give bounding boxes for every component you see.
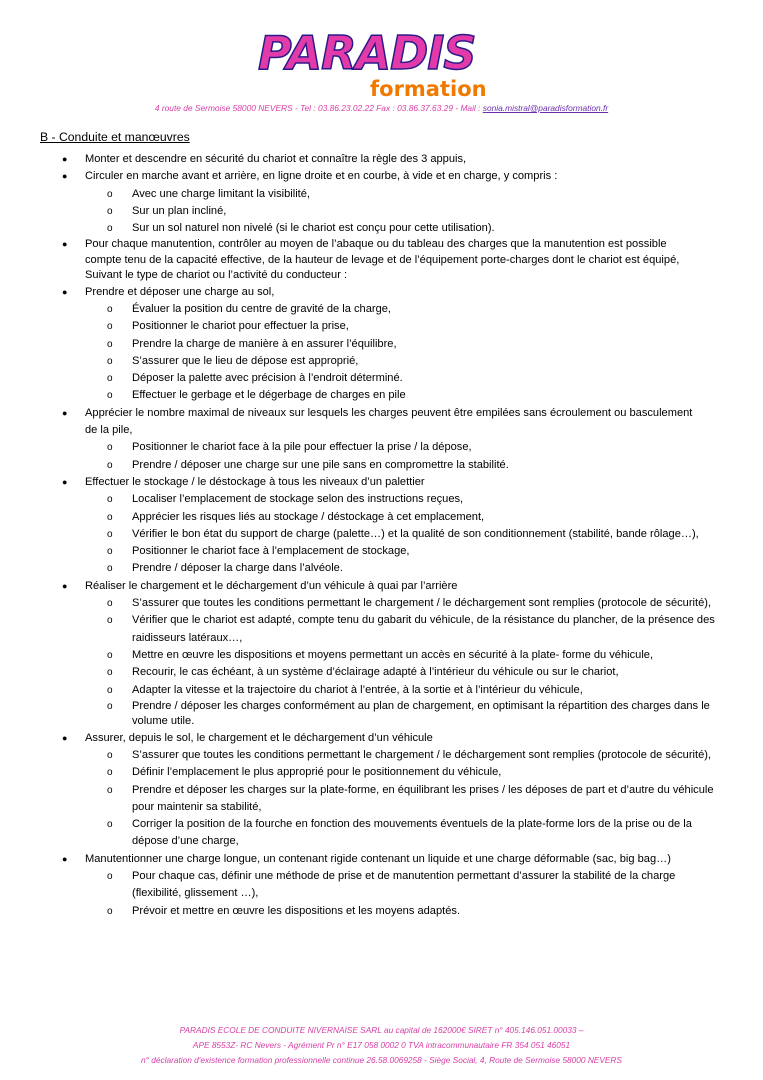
bullet-marker: ● bbox=[62, 580, 68, 591]
sub-bullet-item bbox=[0, 595, 763, 612]
item-text: Réaliser le chargement et le déchargement d’un véhicule à quai par l’arrière bbox=[85, 579, 458, 592]
sub-bullet-marker: o bbox=[107, 390, 113, 402]
section-content bbox=[0, 151, 763, 920]
sub-bullet-item bbox=[0, 764, 763, 781]
sub-bullet-item bbox=[0, 336, 763, 353]
bullet-item bbox=[0, 578, 763, 595]
sub-bullet-marker: o bbox=[107, 355, 113, 367]
bullet-item bbox=[0, 405, 763, 440]
item-text: Localiser l’emplacement de stockage selon des instructions reçues, bbox=[132, 493, 464, 506]
sub-bullet-item bbox=[0, 699, 763, 730]
sub-bullet-marker: o bbox=[107, 528, 113, 540]
item-text: Prendre / déposer les charges conformément au plan de chargement, en optimisant la répartition des charges dans le volume utile. bbox=[132, 699, 710, 728]
item-text: Avec une charge limitant la visibilité, bbox=[132, 187, 310, 200]
item-text: Manutentionner une charge longue, un contenant rigide contenant un liquide et une charge déformable (sac, big bag…) bbox=[85, 852, 671, 865]
bullet-marker: ● bbox=[62, 286, 68, 297]
sub-bullet-item bbox=[0, 664, 763, 681]
item-text: Pour chaque cas, définir une méthode de prise et de manutention permettant d’assurer la stabilité de la charge (flexibilité, glissement …), bbox=[132, 870, 676, 900]
item-text: Apprécier le nombre maximal de niveaux sur lesquels les charges peuvent être empilées sans écroulement ou basculement de la pile, bbox=[85, 406, 693, 437]
item-text: Prendre / déposer la charge dans l’alvéole. bbox=[132, 562, 343, 575]
sub-bullet-marker: o bbox=[107, 188, 113, 200]
sub-bullet-marker: o bbox=[107, 494, 113, 506]
item-text: Prendre la charge de manière à en assurer l’équilibre, bbox=[132, 337, 397, 350]
sub-bullet-item bbox=[0, 301, 763, 318]
sub-bullet-item bbox=[0, 526, 763, 543]
company-logo bbox=[258, 28, 508, 102]
sub-bullet-marker: o bbox=[107, 338, 113, 350]
item-text: Adapter la vitesse et la trajectoire du chariot à l’entrée, à la sortie et à l’intérieur du véhicule, bbox=[132, 683, 583, 696]
bullet-marker: ● bbox=[62, 154, 68, 164]
footer-line: APE 8553Z- RC Nevers - Agrément Pr n° E17 058 0002 0 TVA intracommunautaire FR 354 051 46051 bbox=[192, 1040, 571, 1051]
item-text: Positionner le chariot face à l’emplacement de stockage, bbox=[132, 545, 410, 558]
bullet-item bbox=[0, 851, 763, 868]
item-text: Circuler en marche avant et arrière, en ligne droite et en courbe, à vide et en charge, y compris : bbox=[85, 170, 558, 183]
sub-bullet-marker: o bbox=[107, 598, 113, 610]
sub-bullet-marker: o bbox=[107, 546, 113, 558]
sub-bullet-item bbox=[0, 457, 763, 474]
sub-bullet-marker: o bbox=[107, 871, 113, 883]
item-text: Apprécier les risques liés au stockage / déstockage à cet emplacement, bbox=[132, 510, 485, 523]
bullet-marker: ● bbox=[62, 476, 68, 487]
item-text: Sur un plan incliné, bbox=[132, 204, 227, 217]
bullet-item bbox=[0, 474, 763, 491]
sub-bullet-marker: o bbox=[107, 304, 113, 315]
logo-subtext: formation bbox=[370, 77, 487, 101]
item-text: S’assurer que toutes les conditions permettant le chargement / le déchargement sont remplies (protocole de sécurité), bbox=[132, 748, 712, 761]
bullet-item bbox=[0, 237, 763, 283]
item-text: Recourir, le cas échéant, à un système d’éclairage adapté à l’intérieur du véhicule ou sur le chariot, bbox=[132, 666, 619, 679]
sub-bullet-marker: o bbox=[107, 615, 113, 627]
section-title: B - Conduite et manœuvres bbox=[40, 130, 190, 144]
sub-bullet-item bbox=[0, 903, 763, 920]
item-text: Prendre et déposer une charge au sol, bbox=[85, 285, 275, 298]
page-footer bbox=[0, 1023, 763, 1069]
item-text: Prendre et déposer les charges sur la plate-forme, en équilibrant les prises / les déposes de part et d’autre du véhicule pour maintenir sa stabilité, bbox=[132, 783, 714, 813]
bullet-item bbox=[0, 284, 763, 301]
sub-bullet-marker: o bbox=[107, 563, 113, 575]
sub-bullet-item bbox=[0, 353, 763, 370]
item-text: Positionner le chariot pour effectuer la prise, bbox=[132, 320, 349, 333]
sub-bullet-marker: o bbox=[107, 784, 113, 796]
sub-bullet-marker: o bbox=[107, 373, 113, 385]
email-link[interactable]: sonia.mistral@paradisformation.fr bbox=[482, 103, 609, 113]
item-text: Assurer, depuis le sol, le chargement et le déchargement d’un véhicule bbox=[85, 731, 433, 744]
sub-bullet-item bbox=[0, 509, 763, 526]
sub-bullet-marker: o bbox=[107, 223, 113, 235]
item-text: Vérifier que le chariot est adapté, compte tenu du gabarit du véhicule, de la résistance du plancher, de la présence des raidisseurs latéraux…, bbox=[132, 614, 715, 644]
contact-line bbox=[0, 103, 763, 113]
sub-bullet-item bbox=[0, 318, 763, 335]
sub-bullet-marker: o bbox=[107, 649, 113, 661]
sub-bullet-marker: o bbox=[107, 667, 113, 679]
sub-bullet-item bbox=[0, 816, 763, 851]
item-text: Définir l’emplacement le plus approprié pour le positionnement du véhicule, bbox=[132, 766, 502, 779]
sub-bullet-marker: o bbox=[107, 767, 113, 779]
bullet-marker: ● bbox=[62, 171, 68, 182]
sub-bullet-item bbox=[0, 387, 763, 404]
sub-bullet-marker: o bbox=[107, 511, 113, 523]
item-text: Prévoir et mettre en œuvre les dispositions et les moyens adaptés. bbox=[132, 904, 461, 917]
sub-bullet-marker: o bbox=[107, 205, 113, 217]
sub-bullet-marker: o bbox=[107, 684, 113, 696]
item-text: Effectuer le stockage / le déstockage à tous les niveaux d’un palettier bbox=[85, 475, 425, 488]
sub-bullet-marker: o bbox=[107, 819, 113, 831]
item-text: Pour chaque manutention, contrôler au moyen de l’abaque ou du tableau des charges que la manutention est possible compte tenu de la capacité effective, de la hauteur de levage et de l’équipement porte-charges dont le chariot est équipé, Suivant le type de chariot ou l’activité du conducteur : bbox=[85, 238, 680, 282]
logo-text: PARADIS bbox=[258, 26, 476, 80]
item-text: Évaluer la position du centre de gravité de la charge, bbox=[132, 303, 392, 315]
sub-bullet-item bbox=[0, 543, 763, 560]
item-text: Déposer la palette avec précision à l’endroit déterminé. bbox=[132, 372, 403, 385]
sub-bullet-item bbox=[0, 612, 763, 647]
item-text: Sur un sol naturel non nivelé (si le chariot est conçu pour cette utilisation). bbox=[132, 222, 495, 235]
item-text: S’assurer que toutes les conditions permettant le chargement / le déchargement sont remplies (protocole de sécurité), bbox=[132, 597, 712, 610]
sub-bullet-item bbox=[0, 439, 763, 456]
sub-bullet-item bbox=[0, 560, 763, 577]
bullet-marker: ● bbox=[62, 853, 68, 864]
item-text: Corriger la position de la fourche en fonction des mouvements éventuels de la plate-forme lors de la prise ou de la dépose d’une charge, bbox=[132, 818, 692, 848]
sub-bullet-item bbox=[0, 186, 763, 203]
sub-bullet-item bbox=[0, 747, 763, 764]
item-text: Monter et descendre en sécurité du chariot et connaître la règle des 3 appuis, bbox=[85, 153, 467, 165]
sub-bullet-marker: o bbox=[107, 442, 113, 454]
sub-bullet-item bbox=[0, 220, 763, 237]
sub-bullet-marker: o bbox=[107, 905, 113, 917]
bullet-marker: ● bbox=[62, 407, 68, 418]
item-text: Mettre en œuvre les dispositions et moyens permettant un accès en sécurité à la plate- forme du véhicule, bbox=[132, 648, 654, 661]
sub-bullet-item bbox=[0, 370, 763, 387]
sub-bullet-marker: o bbox=[107, 749, 113, 761]
contact-details: 4 route de Sermoise 58000 NEVERS - Tel : 03.86.23.02.22 Fax : 03.86.37.63.29 - Mail : bbox=[154, 103, 483, 113]
sub-bullet-item bbox=[0, 203, 763, 220]
sub-bullet-marker: o bbox=[107, 459, 113, 471]
sub-bullet-marker: o bbox=[107, 321, 113, 333]
bullet-marker: ● bbox=[62, 239, 68, 250]
bullet-item bbox=[0, 168, 763, 185]
item-text: S’assurer que le lieu de dépose est approprié, bbox=[132, 354, 359, 367]
item-text: Positionner le chariot face à la pile pour effectuer la prise / la dépose, bbox=[132, 441, 472, 454]
sub-bullet-item bbox=[0, 491, 763, 508]
bullet-item bbox=[0, 151, 763, 168]
footer-line: PARADIS ECOLE DE CONDUITE NIVERNAISE SARL au capital de 162000€ SIRET n° 405.146.051.00033 – bbox=[179, 1025, 584, 1035]
sub-bullet-item bbox=[0, 868, 763, 903]
sub-bullet-marker: o bbox=[107, 700, 113, 712]
item-text: Prendre / déposer une charge sur une pile sans en compromettre la stabilité. bbox=[132, 458, 509, 471]
sub-bullet-item bbox=[0, 682, 763, 699]
item-text: Vérifier le bon état du support de charge (palette…) et la qualité de son conditionnement (stabilité, bande rôlage…), bbox=[132, 527, 699, 540]
item-text: Effectuer le gerbage et le dégerbage de charges en pile bbox=[132, 389, 406, 402]
sub-bullet-item bbox=[0, 782, 763, 817]
bullet-item bbox=[0, 730, 763, 747]
bullet-marker: ● bbox=[62, 732, 68, 743]
footer-line: n° déclaration d'existence formation professionnelle continue 26.58.0069258 - Siège Social, 4, Route de Sermoise 58000 NEVERS bbox=[141, 1055, 622, 1066]
sub-bullet-item bbox=[0, 647, 763, 664]
